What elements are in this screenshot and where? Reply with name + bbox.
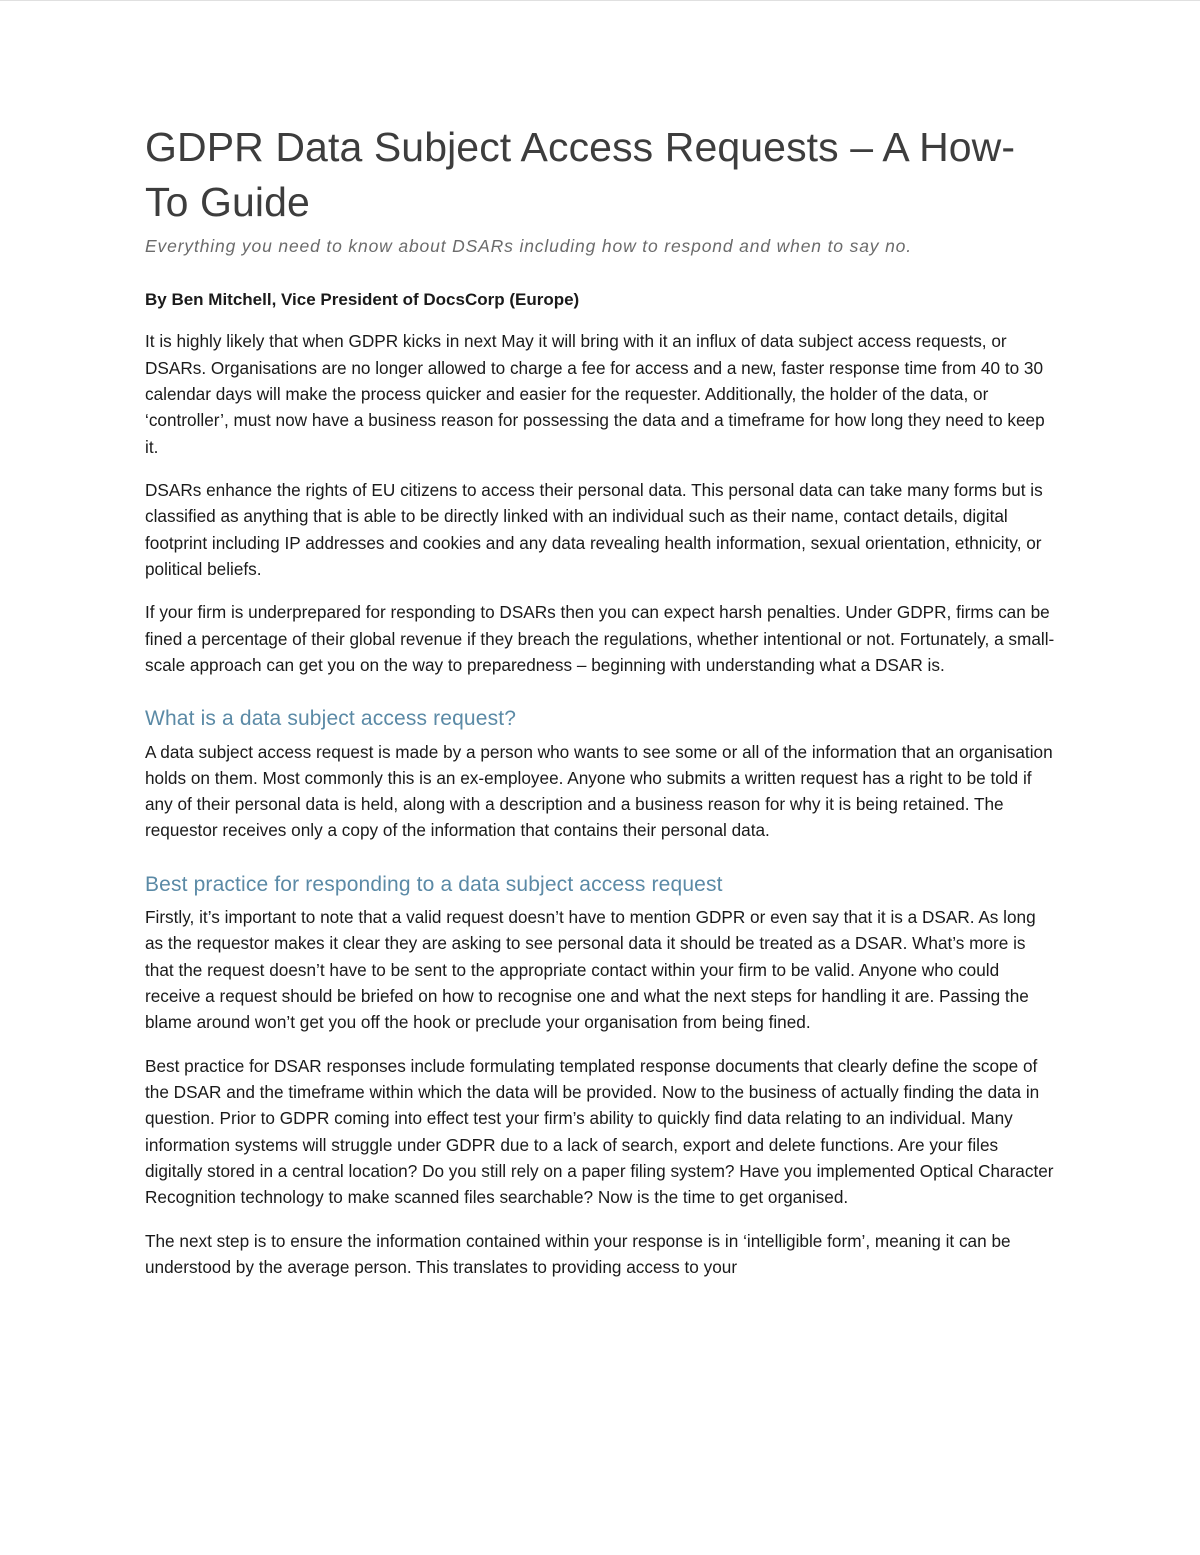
document-subtitle: Everything you need to know about DSARs including how to respond and when to say no.	[145, 236, 912, 257]
paragraph-section2-body-3: The next step is to ensure the information contained within your response is in ‘intelligible form’, meaning it can be understood by the average person. This translates to providing access to your	[145, 1230, 1011, 1277]
author-byline: By Ben Mitchell, Vice President of DocsCorp (Europe)	[145, 289, 580, 309]
page-title: GDPR Data Subject Access Requests – A How-To Guide	[145, 124, 1016, 225]
page-top-edge	[0, 0, 1200, 1]
paragraph-section2-body-1: Firstly, it’s important to note that a valid request doesn’t have to mention GDPR or even say that it is a DSAR. As long as the requestor makes it clear they are asking to see personal data it should be treated as a DSAR. What’s more is that the request doesn’t have to be sent to the appropriate contact within your firm to be valid. Anyone who could receive a request should be briefed on how to recognise one and what the next steps for handling it are. Passing the blame around won’t get you off the hook or preclude your organisation from being fined.	[145, 907, 1036, 1033]
paragraph-intro-3: If your firm is underprepared for responding to DSARs then you can expect harsh penalties. Under GDPR, firms can be fined a percentage of their global revenue if they breach the regulations, whether intentional or not. Fortunately, a small-scale approach can get you on the way to preparedness – beginning with understanding what a DSAR is.	[145, 602, 1055, 675]
paragraph-intro-2: DSARs enhance the rights of EU citizens to access their personal data. This personal data can take many forms but is classified as anything that is able to be directly linked with an individual such as their name, contact details, digital footprint including IP addresses and cookies and any data revealing health information, sexual orientation, ethnicity, or political beliefs.	[145, 479, 1043, 579]
document-content	[145, 120, 1055, 1280]
paragraph-section2-body-2: Best practice for DSAR responses include formulating templated response documents that clearly define the scope of the DSAR and the timeframe within which the data will be provided. Now to the business of actually finding the data in question. Prior to GDPR coming into effect test your firm’s ability to quickly find data relating to an individual. Many information systems will struggle under GDPR due to a lack of search, export and delete functions. Are your files digitally stored in a central location? Do you still rely on a paper filing system? Have you implemented Optical Character Recognition technology to make scanned files searchable? Now is the time to get organised.	[145, 1055, 1054, 1208]
paragraph-intro-1: It is highly likely that when GDPR kicks in next May it will bring with it an influx of data subject access requests, or DSARs. Organisations are no longer allowed to charge a fee for access and a new, faster response time from 40 to 30 calendar days will make the process quicker and easier for the requester. Additionally, the holder of the data, or ‘controller’, must now have a business reason for possessing the data and a timeframe for how long they need to keep it.	[145, 331, 1045, 457]
section-heading-what-is-a-dsar: What is a data subject access request?	[145, 707, 517, 731]
paragraph-section1-body: A data subject access request is made by a person who wants to see some or all of the information that an organisation holds on them. Most commonly this is an ex-employee. Anyone who submits a written request has a right to be told if any of their personal data is held, along with a description and a business reason for why it is being retained. The requestor receives only a copy of the information that contains their personal data.	[145, 741, 1053, 841]
section-heading-best-practice: Best practice for responding to a data subject access request	[145, 872, 723, 896]
